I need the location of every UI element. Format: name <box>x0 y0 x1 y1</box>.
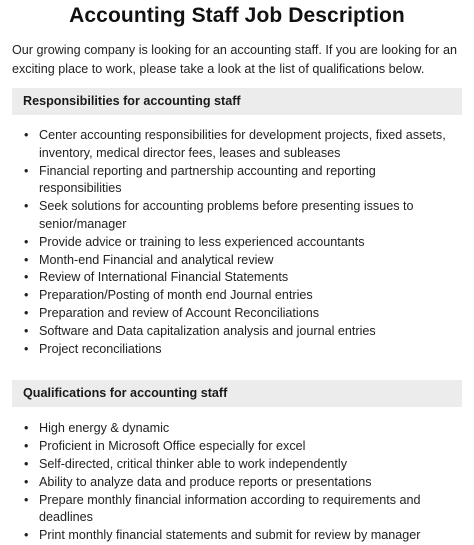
bullet-icon: • <box>24 288 29 303</box>
qualifications-list <box>12 420 462 545</box>
list-item-text: Prepare monthly financial information according to requirements and deadlines <box>39 492 421 525</box>
list-item <box>12 323 462 341</box>
bullet-icon: • <box>24 128 29 142</box>
bullet-icon: • <box>24 439 29 454</box>
list-item <box>12 269 462 287</box>
list-item-text: Seek solutions for accounting problems before presenting issues to senior/manager <box>39 199 414 231</box>
bullet-icon: • <box>24 323 29 338</box>
bullet-icon: • <box>24 421 29 436</box>
bullet-icon: • <box>24 474 29 489</box>
page-title: Accounting Staff Job Description <box>69 4 405 27</box>
list-item <box>12 287 462 305</box>
list-item-text: Ability to analyze data and produce reports or presentations <box>39 474 372 489</box>
list-item-text: Software and Data capitalization analysis and journal entries <box>39 323 376 338</box>
list-item <box>12 252 462 270</box>
list-item <box>12 527 462 545</box>
bullet-icon: • <box>24 270 29 285</box>
qualifications-heading: Qualifications for accounting staff <box>12 380 462 407</box>
list-item <box>12 127 462 163</box>
list-item-text: Print monthly financial statements and submit for review by manager <box>39 528 421 543</box>
bullet-icon: • <box>24 456 29 471</box>
bullet-icon: • <box>24 492 29 507</box>
list-item <box>12 305 462 323</box>
list-item <box>12 456 462 474</box>
list-item <box>12 438 462 456</box>
list-item <box>12 234 462 252</box>
bullet-icon: • <box>24 234 29 249</box>
list-item-text: Center accounting responsibilities for development projects, fixed assets, inventory, medical director fees, leases and subleases <box>39 128 446 160</box>
responsibilities-heading: Responsibilities for accounting staff <box>12 88 462 115</box>
list-item <box>12 492 462 528</box>
list-item <box>12 474 462 492</box>
list-item <box>12 198 462 234</box>
bullet-icon: • <box>24 163 29 178</box>
list-item-text: Provide advice or training to less experienced accountants <box>39 234 365 249</box>
list-item-text: High energy & dynamic <box>39 421 170 436</box>
list-item-text: Preparation and review of Account Reconciliations <box>39 305 320 320</box>
list-item-text: Preparation/Posting of month end Journal entries <box>39 288 313 303</box>
bullet-icon: • <box>24 341 29 356</box>
list-item <box>12 420 462 438</box>
list-item-text: Project reconciliations <box>39 341 162 356</box>
bullet-icon: • <box>24 199 29 214</box>
list-item-text: Proficient in Microsoft Office especially for excel <box>39 439 306 454</box>
list-item-text: Review of International Financial Statements <box>39 270 289 285</box>
list-item <box>12 163 462 199</box>
bullet-icon: • <box>24 305 29 320</box>
list-item <box>12 341 462 359</box>
intro-paragraph: Our growing company is looking for an accounting staff. If you are looking for an exciting place to work, please take a look at the list of qualifications below. <box>12 43 457 76</box>
bullet-icon: • <box>24 252 29 267</box>
list-item-text: Month-end Financial and analytical review <box>39 252 274 267</box>
list-item-text: Financial reporting and partnership accounting and reporting responsibilities <box>39 163 376 196</box>
bullet-icon: • <box>24 528 29 543</box>
list-item-text: Self-directed, critical thinker able to work independently <box>39 456 348 471</box>
responsibilities-list <box>12 127 462 358</box>
